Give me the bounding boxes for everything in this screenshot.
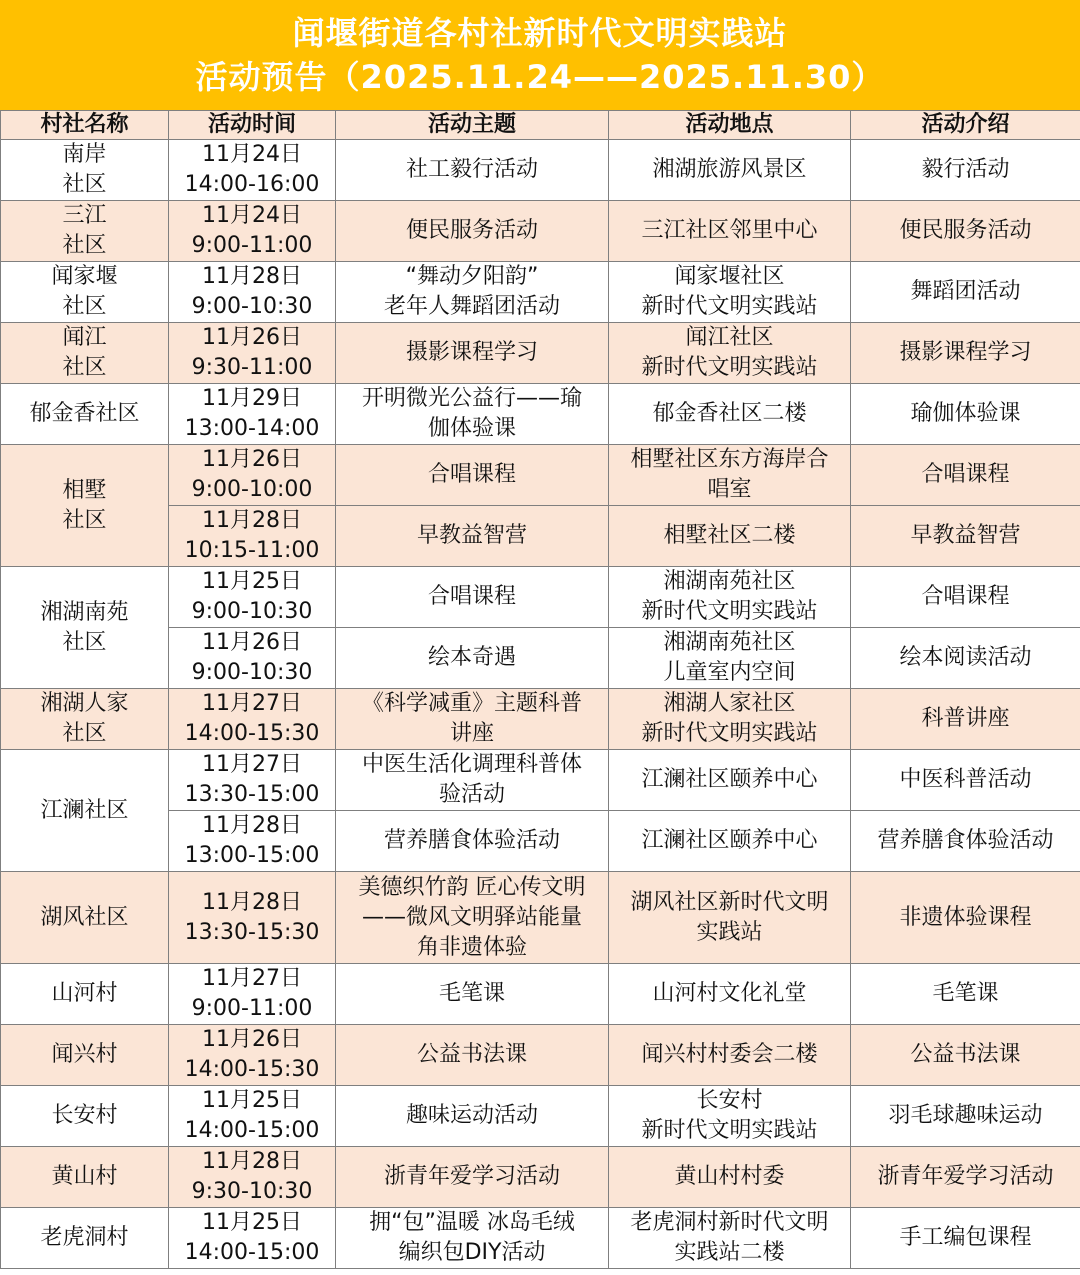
theme-cell: 中医生活化调理科普体 验活动 — [336, 750, 609, 811]
intro-cell: 瑜伽体验课 — [851, 384, 1080, 445]
table-row — [1, 750, 1080, 811]
time-cell: 11月27日 14:00-15:30 — [169, 689, 336, 750]
table-row — [1, 445, 1080, 506]
time-cell: 11月27日 13:30-15:00 — [169, 750, 336, 811]
theme-cell: “舞动夕阳韵” 老年人舞蹈团活动 — [336, 262, 609, 323]
time-cell: 11月25日 14:00-15:00 — [169, 1208, 336, 1269]
intro-cell: 科普讲座 — [851, 689, 1080, 750]
place-cell: 黄山村村委 — [609, 1147, 851, 1208]
title-line-1: 闻堰街道各村社新时代文明实践站 — [292, 14, 788, 52]
place-cell: 湘湖南苑社区 新时代文明实践站 — [609, 567, 851, 628]
time-cell: 11月28日 10:15-11:00 — [169, 506, 336, 567]
intro-cell: 羽毛球趣味运动 — [851, 1086, 1080, 1147]
intro-cell: 中医科普活动 — [851, 750, 1080, 811]
place-cell: 山河村文化礼堂 — [609, 964, 851, 1025]
place-cell: 湖风社区新时代文明 实践站 — [609, 872, 851, 964]
theme-cell: 绘本奇遇 — [336, 628, 609, 689]
place-cell: 湘湖人家社区 新时代文明实践站 — [609, 689, 851, 750]
time-cell: 11月25日 9:00-10:30 — [169, 567, 336, 628]
table-row — [1, 140, 1080, 201]
community-cell: 闻兴村 — [1, 1025, 169, 1086]
time-cell: 11月26日 9:30-11:00 — [169, 323, 336, 384]
community-cell: 湖风社区 — [1, 872, 169, 964]
time-cell: 11月29日 13:00-14:00 — [169, 384, 336, 445]
place-cell: 三江社区邻里中心 — [609, 201, 851, 262]
place-cell: 闻兴村村委会二楼 — [609, 1025, 851, 1086]
time-cell: 11月26日 9:00-10:30 — [169, 628, 336, 689]
table-row — [1, 1147, 1080, 1208]
community-cell: 闻江 社区 — [1, 323, 169, 384]
theme-cell: 毛笔课 — [336, 964, 609, 1025]
intro-cell: 合唱课程 — [851, 445, 1080, 506]
time-cell: 11月24日 9:00-11:00 — [169, 201, 336, 262]
community-cell: 黄山村 — [1, 1147, 169, 1208]
column-header-place: 活动地点 — [609, 111, 851, 140]
theme-cell: 社工毅行活动 — [336, 140, 609, 201]
column-header-theme: 活动主题 — [336, 111, 609, 140]
intro-cell: 浙青年爱学习活动 — [851, 1147, 1080, 1208]
community-cell: 湘湖南苑 社区 — [1, 567, 169, 689]
time-cell: 11月28日 9:30-10:30 — [169, 1147, 336, 1208]
community-cell: 郁金香社区 — [1, 384, 169, 445]
table-row — [1, 567, 1080, 628]
column-header-time: 活动时间 — [169, 111, 336, 140]
theme-cell: 浙青年爱学习活动 — [336, 1147, 609, 1208]
intro-cell: 公益书法课 — [851, 1025, 1080, 1086]
intro-cell: 非遗体验课程 — [851, 872, 1080, 964]
place-cell: 长安村 新时代文明实践站 — [609, 1086, 851, 1147]
theme-cell: 营养膳食体验活动 — [336, 811, 609, 872]
time-cell: 11月28日 13:30-15:30 — [169, 872, 336, 964]
theme-cell: 合唱课程 — [336, 445, 609, 506]
page-header — [0, 0, 1080, 110]
theme-cell: 公益书法课 — [336, 1025, 609, 1086]
community-cell: 山河村 — [1, 964, 169, 1025]
place-cell: 江澜社区颐养中心 — [609, 811, 851, 872]
activity-table — [0, 110, 1080, 1269]
theme-cell: 开明微光公益行——瑜 伽体验课 — [336, 384, 609, 445]
place-cell: 闻江社区 新时代文明实践站 — [609, 323, 851, 384]
place-cell: 郁金香社区二楼 — [609, 384, 851, 445]
table-row — [1, 1086, 1080, 1147]
intro-cell: 舞蹈团活动 — [851, 262, 1080, 323]
table-row — [1, 323, 1080, 384]
community-cell: 江澜社区 — [1, 750, 169, 872]
time-cell: 11月26日 9:00-10:00 — [169, 445, 336, 506]
intro-cell: 手工编包课程 — [851, 1208, 1080, 1269]
table-row — [1, 872, 1080, 964]
intro-cell: 摄影课程学习 — [851, 323, 1080, 384]
time-cell: 11月26日 14:00-15:30 — [169, 1025, 336, 1086]
theme-cell: 美德织竹韵 匠心传文明 ——微风文明驿站能量 角非遗体验 — [336, 872, 609, 964]
theme-cell: 早教益智营 — [336, 506, 609, 567]
theme-cell: 便民服务活动 — [336, 201, 609, 262]
community-cell: 南岸 社区 — [1, 140, 169, 201]
table-row — [1, 384, 1080, 445]
intro-cell: 毛笔课 — [851, 964, 1080, 1025]
theme-cell: 合唱课程 — [336, 567, 609, 628]
time-cell: 11月28日 13:00-15:00 — [169, 811, 336, 872]
time-cell: 11月24日 14:00-16:00 — [169, 140, 336, 201]
place-cell: 江澜社区颐养中心 — [609, 750, 851, 811]
community-cell: 闻家堰 社区 — [1, 262, 169, 323]
place-cell: 老虎洞村新时代文明 实践站二楼 — [609, 1208, 851, 1269]
time-cell: 11月28日 9:00-10:30 — [169, 262, 336, 323]
intro-cell: 便民服务活动 — [851, 201, 1080, 262]
intro-cell: 绘本阅读活动 — [851, 628, 1080, 689]
title-line-2: 活动预告（2025.11.24——2025.11.30） — [195, 58, 885, 96]
table-row — [1, 1208, 1080, 1269]
community-cell: 三江 社区 — [1, 201, 169, 262]
community-cell: 湘湖人家 社区 — [1, 689, 169, 750]
place-cell: 相墅社区东方海岸合 唱室 — [609, 445, 851, 506]
theme-cell: 《科学减重》主题科普 讲座 — [336, 689, 609, 750]
column-header-community: 村社名称 — [1, 111, 169, 140]
intro-cell: 早教益智营 — [851, 506, 1080, 567]
intro-cell: 营养膳食体验活动 — [851, 811, 1080, 872]
community-cell: 相墅 社区 — [1, 445, 169, 567]
intro-cell: 毅行活动 — [851, 140, 1080, 201]
theme-cell: 趣味运动活动 — [336, 1086, 609, 1147]
theme-cell: 摄影课程学习 — [336, 323, 609, 384]
table-row — [1, 689, 1080, 750]
place-cell: 湘湖南苑社区 儿童室内空间 — [609, 628, 851, 689]
table-row — [1, 1025, 1080, 1086]
community-cell: 长安村 — [1, 1086, 169, 1147]
place-cell: 闻家堰社区 新时代文明实践站 — [609, 262, 851, 323]
time-cell: 11月25日 14:00-15:00 — [169, 1086, 336, 1147]
table-header-row — [1, 111, 1080, 140]
column-header-intro: 活动介绍 — [851, 111, 1080, 140]
intro-cell: 合唱课程 — [851, 567, 1080, 628]
table-row — [1, 262, 1080, 323]
table-row — [1, 201, 1080, 262]
place-cell: 相墅社区二楼 — [609, 506, 851, 567]
theme-cell: 拥“包”温暖 冰岛毛绒 编织包DIY活动 — [336, 1208, 609, 1269]
community-cell: 老虎洞村 — [1, 1208, 169, 1269]
table-row — [1, 964, 1080, 1025]
place-cell: 湘湖旅游风景区 — [609, 140, 851, 201]
time-cell: 11月27日 9:00-11:00 — [169, 964, 336, 1025]
